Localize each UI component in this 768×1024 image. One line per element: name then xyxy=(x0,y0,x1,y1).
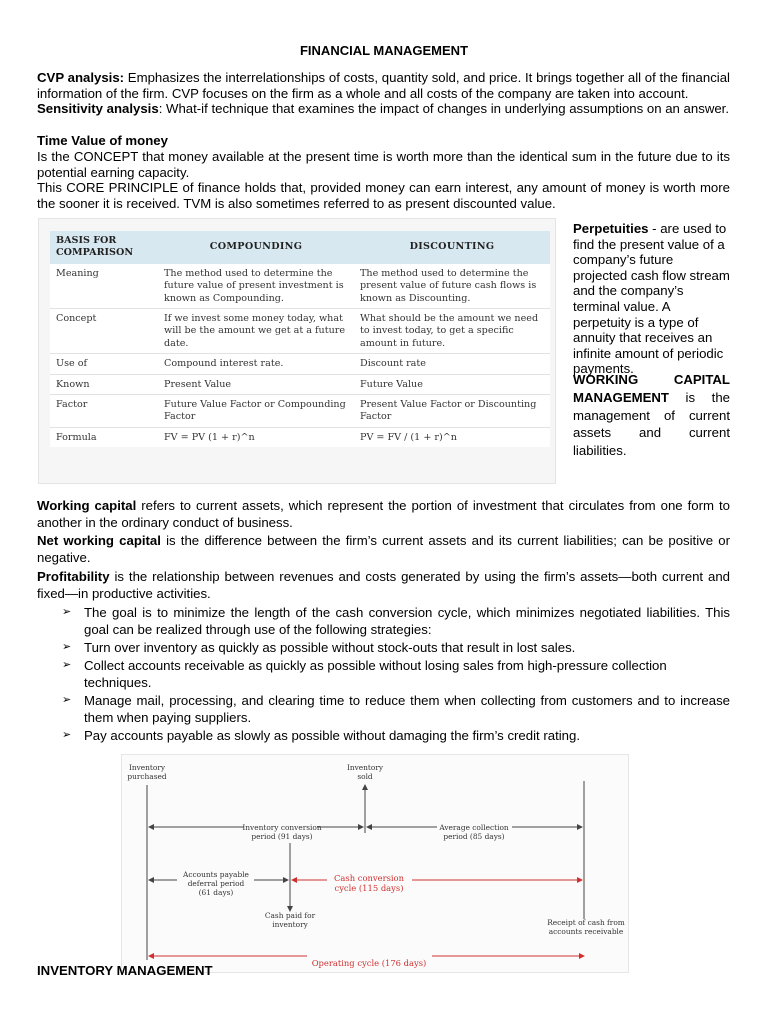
comparison-table-image xyxy=(38,218,556,484)
accounts-payable-label: Accounts payable deferral period (61 days) xyxy=(183,870,249,897)
page-title: FINANCIAL MANAGEMENT xyxy=(299,43,469,58)
row-label: Formula xyxy=(56,431,97,443)
list-item xyxy=(62,639,730,656)
cvp-term: CVP analysis: xyxy=(37,70,125,85)
header-discounting: DISCOUNTING xyxy=(354,231,550,264)
net-working-capital-paragraph xyxy=(37,532,730,566)
discounting-cell: Discount rate xyxy=(354,354,550,374)
list-item xyxy=(62,692,730,726)
profitability-text: is the relationship between revenues and costs generated by using the firm’s assets—both current and fixed—in productive activities. xyxy=(37,569,730,601)
table-row xyxy=(50,309,550,354)
profitability-paragraph xyxy=(37,568,730,602)
strategy-list xyxy=(62,604,730,745)
table-row xyxy=(50,354,550,374)
sensitivity-paragraph xyxy=(37,101,730,117)
comparison-header-row xyxy=(50,231,550,264)
list-item-text: Collect accounts receivable as quickly as possible without losing sales from high-pressure collection techniques. xyxy=(84,658,667,690)
inventory-conversion-label: Inventory conversion period (91 days) xyxy=(242,823,322,841)
discounting-cell: What should be the amount we need to invest today, to get a specific amount in future. xyxy=(354,309,550,354)
list-item xyxy=(62,604,730,638)
discounting-cell: PV = FV / (1 + r)^n xyxy=(360,431,457,443)
inventory-purchased-label: Inventory purchased xyxy=(127,763,167,781)
compounding-cell: FV = PV (1 + r)^n xyxy=(164,431,255,443)
tvm-paragraph-2: This CORE PRINCIPLE of finance holds that, provided money can earn interest, any amount of money is worth more the sooner it is received. TVM is also sometimes referred to as present discounted value. xyxy=(37,180,730,212)
comparison-table xyxy=(50,231,550,447)
table-row xyxy=(50,264,550,309)
profitability-term: Profitability xyxy=(37,569,110,584)
compounding-cell: Compound interest rate. xyxy=(158,354,354,374)
discounting-cell: The method used to determine the present value of future cash flows is known as Discounting. xyxy=(354,264,550,309)
tvm-paragraph-1: Is the CONCEPT that money available at the present time is worth more than the identical sum in the future due to its potential earning capacity. xyxy=(37,149,730,181)
row-label: Concept xyxy=(50,309,158,354)
table-row xyxy=(50,395,550,428)
row-label: Factor xyxy=(50,395,158,428)
arrow-bullet-icon: ➢ xyxy=(62,729,72,741)
net-working-capital-text: is the difference between the firm’s current assets and its current liabilities; can be positive or negative. xyxy=(37,533,730,565)
list-item-text: Pay accounts payable as slowly as possible without damaging the firm’s credit rating. xyxy=(84,728,581,743)
cvp-text: Emphasizes the interrelationships of costs, quantity sold, and price. It brings together all of the financial information of the firm. CVP focuses on the firm as a whole and all costs of the company are taken into account. xyxy=(37,70,730,102)
cash-paid-label: Cash paid for inventory xyxy=(264,911,316,929)
perpetuities-term: Perpetuities xyxy=(573,221,649,236)
sensitivity-text: : What-if technique that examines the impact of changes in underlying assumptions on an answer. xyxy=(158,101,730,116)
compounding-cell: The method used to determine the future value of present investment is known as Compounding. xyxy=(158,264,354,309)
table-row xyxy=(50,374,550,394)
compounding-cell: Present Value xyxy=(158,374,354,394)
arrow-bullet-icon: ➢ xyxy=(62,694,72,706)
cash-conversion-label: Cash conversion cycle (115 days) xyxy=(334,873,404,893)
list-item-text: Manage mail, processing, and clearing time to reduce them when collecting from customers and to increase them when paying suppliers. xyxy=(84,693,730,725)
tvm-heading: Time Value of money xyxy=(37,133,168,148)
receipt-of-cash-label: Receipt of cash from accounts receivable xyxy=(547,918,625,936)
operating-cycle-label: Operating cycle (176 days) xyxy=(311,958,427,968)
list-item xyxy=(62,657,730,691)
cvp-paragraph xyxy=(37,70,730,102)
list-item-text: Turn over inventory as quickly as possible without stock-outs that result in lost sales. xyxy=(84,640,576,655)
arrow-bullet-icon: ➢ xyxy=(62,606,72,618)
list-item xyxy=(62,727,730,744)
discounting-cell: Present Value Factor or Discounting Factor xyxy=(354,395,550,428)
row-label: Meaning xyxy=(50,264,158,309)
header-compounding: COMPOUNDING xyxy=(158,231,354,264)
row-label: Known xyxy=(50,374,158,394)
wcm-text: is the management of current assets and current liabilities. xyxy=(573,389,730,459)
arrow-bullet-icon: ➢ xyxy=(62,641,72,653)
net-working-capital-term: Net working capital xyxy=(37,533,161,548)
working-capital-text: refers to current assets, which represent the portion of investment that circulates from one form to another in the ordinary conduct of business. xyxy=(37,498,730,530)
list-item-text: The goal is to minimize the length of the cash conversion cycle, which minimizes negotiated liabilities. This goal can be realized through use of the following strategies: xyxy=(84,605,730,637)
perpetuities-paragraph xyxy=(573,221,730,377)
perpetuities-text: - are used to find the present value of a company’s future projected cash flow stream and the company’s terminal value. A perpetuity is a type of annuity that receives an infinite amount of periodic payments. xyxy=(573,221,730,377)
wcm-term: WORKING CAPITAL MANAGEMENT xyxy=(573,372,730,405)
arrow-bullet-icon: ➢ xyxy=(62,659,72,671)
compounding-cell: Future Value Factor or Compounding Factor xyxy=(158,395,354,428)
cycle-diagram-svg xyxy=(122,755,630,974)
average-collection-label: Average collection period (85 days) xyxy=(439,823,509,841)
discounting-cell: Future Value xyxy=(354,374,550,394)
cash-conversion-cycle-diagram xyxy=(121,754,629,973)
header-basis: BASIS FOR COMPARISON xyxy=(50,231,158,264)
row-label: Use of xyxy=(50,354,158,374)
compounding-cell: If we invest some money today, what will be the amount we get at a future date. xyxy=(158,309,354,354)
inventory-sold-label: Inventory sold xyxy=(346,763,384,781)
wcm-paragraph xyxy=(573,371,730,460)
inventory-management-heading: INVENTORY MANAGEMENT xyxy=(37,963,213,978)
table-row xyxy=(50,427,550,447)
working-capital-term: Working capital xyxy=(37,498,137,513)
working-capital-paragraph xyxy=(37,497,730,531)
sensitivity-term: Sensitivity analysis xyxy=(37,101,159,116)
